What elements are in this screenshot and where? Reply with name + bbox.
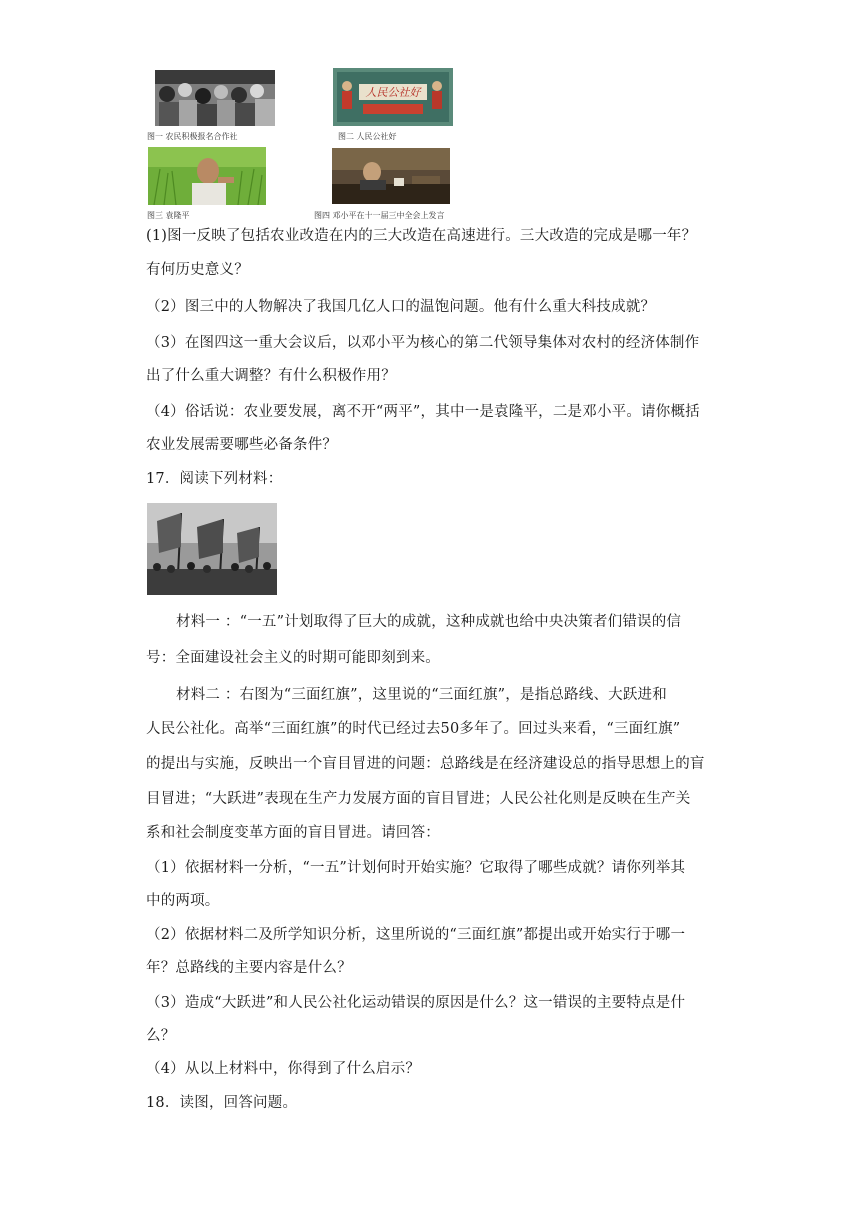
figure-4-caption: 图四 邓小平在十一届三中全会上发言 (314, 211, 445, 220)
three-red-flags-photo (147, 503, 277, 595)
q16-part3-line1: （3）在图四这一重大会议后，以邓小平为核心的第二代领导集体对农村的经济体制作 (146, 335, 700, 351)
q17-part2-line2: 年？总路线的主要内容是什么？ (146, 960, 352, 976)
q17-part1-line1: （1）依据材料一分析，“一五”计划何时开始实施？它取得了哪些成就？请你列举其 (146, 860, 686, 876)
material-2-line2: 人民公社化。高举“三面红旗”的时代已经过去50多年了。回过头来看，“三面红旗” (146, 721, 681, 737)
q17-part3-line1: （3）造成“大跃进”和人民公社化运动错误的原因是什么？这一错误的主要特点是什 (146, 995, 686, 1011)
q16-part1-line1: (1)图一反映了包括农业改造在内的三大改造在高速进行。三大改造的完成是哪一年？ (146, 228, 697, 244)
q16-part2: （2）图三中的人物解决了我国几亿人口的温饱问题。他有什么重大科技成就？ (146, 299, 656, 315)
q16-part1-line2: 有何历史意义？ (146, 262, 249, 278)
material-2-line3: 的提出与实施，反映出一个盲目冒进的问题：总路线是在经济建设总的指导思想上的盲 (146, 756, 705, 772)
figure-2-caption: 图二 人民公社好 (338, 132, 397, 141)
q16-part4-line2: 农业发展需要哪些必备条件？ (146, 437, 338, 453)
material-1-line2: 号：全面建设社会主义的时期可能即刻到来。 (146, 650, 440, 666)
figure-2-photo (333, 68, 453, 126)
figure-1-caption: 图一 农民积极报名合作社 (147, 132, 238, 141)
material-2-line4: 目冒进；“大跃进”表现在生产力发展方面的盲目冒进；人民公社化则是反映在生产关 (146, 791, 691, 807)
q17-part3-line2: 么？ (146, 1028, 176, 1044)
figure-4-photo (332, 148, 450, 204)
q17-part4: （4）从以上材料中，你得到了什么启示？ (146, 1061, 421, 1077)
figure-2-sign-text: 人民公社好 (365, 86, 421, 99)
q17-heading: 17．阅读下列材料： (146, 471, 283, 487)
material-2-line1: 材料二 ：右图为“三面红旗”，这里说的“三面红旗”，是指总路线、大跃进和 (176, 687, 667, 703)
q18-heading: 18．读图，回答问题。 (146, 1095, 298, 1111)
figure-3-caption: 图三 袁隆平 (147, 211, 190, 220)
figure-3-photo (148, 147, 266, 205)
q16-part4-line1: （4）俗话说：农业要发展，离不开“两平”，其中一是袁隆平，二是邓小平。请你概括 (146, 404, 700, 420)
figure-1-photo (155, 70, 275, 126)
q17-part1-line2: 中的两项。 (146, 893, 220, 909)
material-1-line1: 材料一 ：“一五”计划取得了巨大的成就，这种成就也给中央决策者们错误的信 (176, 614, 682, 630)
q17-part2-line1: （2）依据材料二及所学知识分析，这里所说的“三面红旗”都提出或开始实行于哪一 (146, 927, 686, 943)
q16-part3-line2: 出了什么重大调整？有什么积极作用？ (146, 368, 396, 384)
material-2-line5: 系和社会制度变革方面的盲目冒进。请回答： (146, 825, 440, 841)
